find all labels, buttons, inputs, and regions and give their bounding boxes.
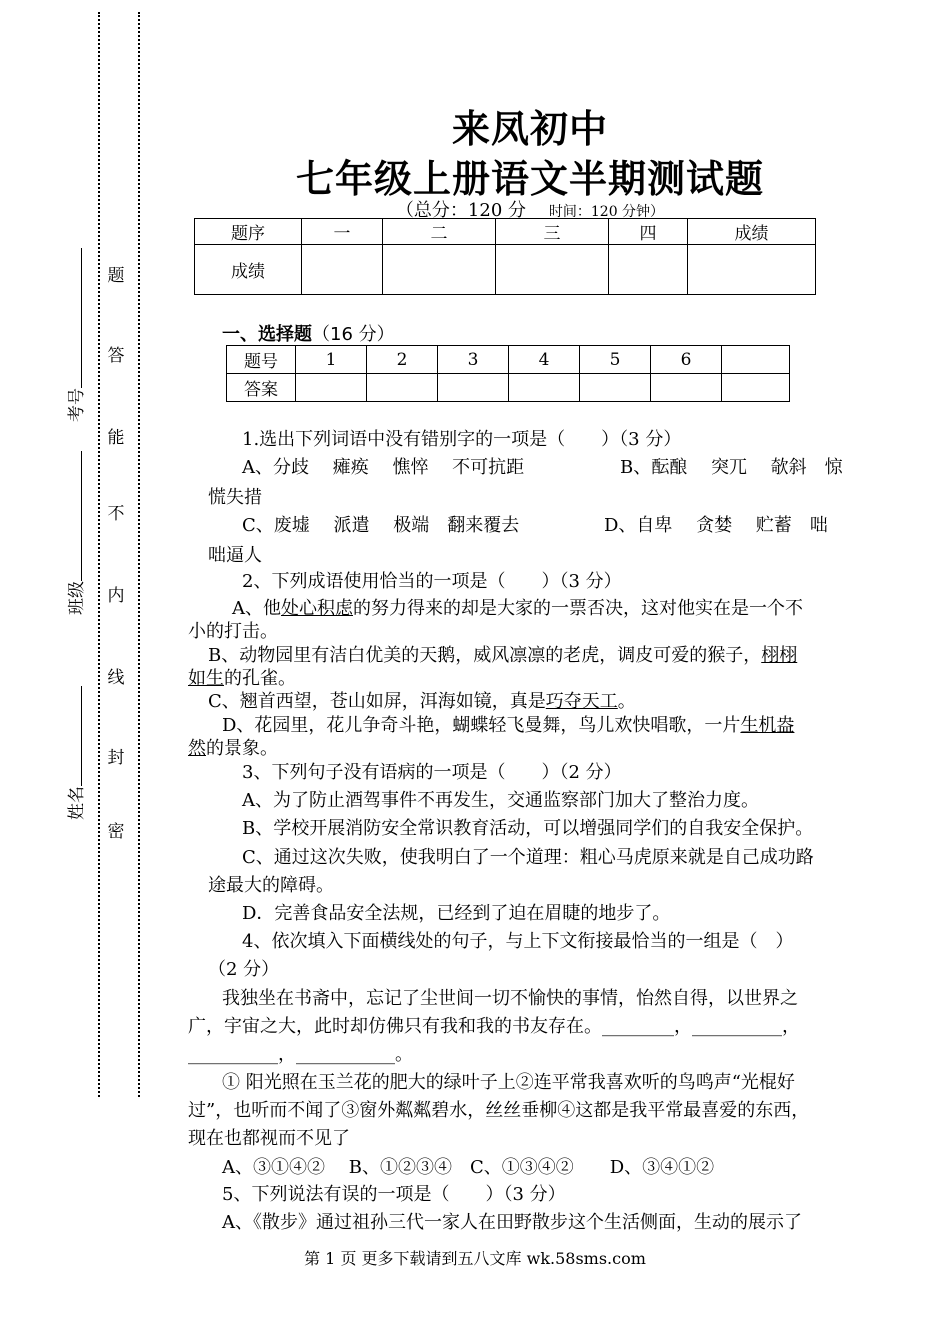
- score-cell[interactable]: [302, 245, 383, 295]
- score-cell[interactable]: [496, 245, 609, 295]
- q2-option-b-cont: 如生的孔雀。: [188, 668, 296, 689]
- answer-table: [226, 345, 790, 402]
- seal-char-2: 封: [107, 748, 125, 768]
- answer-header-cell: 题号: [227, 346, 296, 374]
- q4-passage-3: __________，___________。: [188, 1044, 413, 1065]
- score-header-cell: 一: [302, 219, 383, 245]
- q2-option-d-cont: 然的景象。: [188, 738, 278, 759]
- answer-header-cell: 5: [580, 346, 651, 374]
- question-3: 3、下列句子没有语病的一项是（ ）（2 分）: [242, 762, 622, 783]
- class-label: 班级: [62, 451, 87, 615]
- school-title: 来凤初中: [451, 107, 608, 151]
- answer-cell[interactable]: [367, 374, 438, 402]
- q5-option-a: A、《散步》通过祖孙三代一家人在田野散步这个生活侧面，生动的展示了: [222, 1212, 802, 1233]
- exam-number-label: 考号: [62, 248, 87, 422]
- seal-char-8: 题: [107, 266, 125, 286]
- q2-option-a-cont: 小的打击。: [188, 621, 278, 642]
- answer-cell[interactable]: [296, 374, 367, 402]
- seal-char-4: 内: [107, 586, 125, 606]
- score-header-cell: 二: [383, 219, 496, 245]
- q4-passage-2: 广，宇宙之大，此时却仿佛只有我和我的书友存在。________，__________，: [188, 1016, 800, 1037]
- exam-title: 七年级上册语文半期测试题: [295, 157, 764, 201]
- name-label: 姓名: [62, 686, 87, 820]
- q1-option-c: C、废墟 派遣 极端 翻来覆去: [242, 515, 520, 536]
- answer-cell[interactable]: [438, 374, 509, 402]
- question-4: 4、依次填入下面横线处的句子，与上下文衔接最恰当的一组是（ ）: [242, 931, 794, 952]
- answer-header-cell: 4: [509, 346, 580, 374]
- answer-header-cell: 3: [438, 346, 509, 374]
- answer-header-cell: 2: [367, 346, 438, 374]
- total-score: （总分：120 分: [395, 200, 526, 221]
- q4-options-2: 过”，也听而不闻了③窗外粼粼碧水，丝丝垂柳④这都是我平常最喜爱的东西，: [188, 1100, 810, 1121]
- seal-char-6: 能: [107, 428, 125, 448]
- score-cell[interactable]: [688, 245, 816, 295]
- answer-cell[interactable]: [580, 374, 651, 402]
- q3-option-a: A、为了防止酒驾事件不再发生，交通监察部门加大了整治力度。: [242, 790, 759, 811]
- answer-header-cell: 6: [651, 346, 722, 374]
- q3-option-c-cont: 途最大的障碍。: [208, 875, 334, 896]
- q3-option-b: B、学校开展消防安全常识教育活动，可以增强同学们的自我安全保护。: [242, 818, 814, 839]
- question-1: 1.选出下列词语中没有错别字的一项是（ ）（3 分）: [242, 429, 682, 450]
- q2-option-a: A、他处心积虑的努力得来的却是大家的一票否决，这对他实在是一个不: [232, 598, 803, 619]
- q4-answers: A、③①④② B、①②③④ C、①③④② D、③④①②: [222, 1157, 715, 1178]
- q4-options-1: ① 阳光照在玉兰花的肥大的绿叶子上②连平常我喜欢听的鸟鸣声“光棍好: [222, 1072, 795, 1093]
- answer-row-label: 答案: [227, 374, 296, 402]
- seal-char-5: 不: [107, 504, 125, 524]
- answer-cell[interactable]: [509, 374, 580, 402]
- q1-option-d: D、自卑 贪婪 贮蓄 咄: [604, 515, 828, 536]
- score-row-label: 成绩: [195, 245, 302, 295]
- answer-cell[interactable]: [722, 374, 790, 402]
- q1-option-a: A、分歧 瘫痪 憔悴 不可抗距: [242, 457, 525, 478]
- q1-option-b-cont: 慌失措: [208, 487, 262, 508]
- answer-header-cell: [722, 346, 790, 374]
- q1-option-b: B、酝酿 突兀 欹斜 惊: [620, 457, 843, 478]
- page-footer: 第 1 页 更多下载请到五八文库 wk.58sms.com: [304, 1249, 646, 1268]
- score-header-cell: 三: [496, 219, 609, 245]
- seal-char-7: 答: [107, 346, 125, 366]
- score-header-cell: 题序: [195, 219, 302, 245]
- score-cell[interactable]: [383, 245, 496, 295]
- q3-option-d: D．完善食品安全法规，已经到了迫在眉睫的地步了。: [242, 903, 671, 924]
- score-cell[interactable]: [609, 245, 688, 295]
- q1-option-d-cont: 咄逼人: [208, 545, 262, 566]
- q4-passage-1: 我独坐在书斋中，忘记了尘世间一切不愉快的事情，怡然自得，以世界之: [222, 988, 798, 1009]
- score-table: [194, 218, 816, 295]
- section-heading: 一、选择题（16 分）: [222, 324, 395, 345]
- q4-options-3: 现在也都视而不见了: [188, 1128, 350, 1149]
- q2-option-d: D、花园里，花儿争奇斗艳，蝴蝶轻飞曼舞，鸟儿欢快唱歌，一片生机盎: [222, 715, 795, 736]
- q2-option-c: C、翘首西望，苍山如屏，洱海如镜，真是巧夺天工。: [208, 691, 636, 712]
- q4-points: （2 分）: [208, 959, 280, 980]
- score-header-cell: 四: [609, 219, 688, 245]
- answer-header-cell: 1: [296, 346, 367, 374]
- time-limit: 时间：120 分钟）: [548, 204, 665, 220]
- q3-option-c: C、通过这次失败，使我明白了一个道理：粗心马虎原来就是自己成功路: [242, 847, 814, 868]
- q2-option-b: B、动物园里有洁白优美的天鹅，威风凛凛的老虎，调皮可爱的猴子，栩栩: [208, 645, 798, 666]
- seal-char-1: 密: [107, 822, 125, 842]
- score-header-cell: 成绩: [688, 219, 816, 245]
- answer-cell[interactable]: [651, 374, 722, 402]
- question-5: 5、下列说法有误的一项是（ ）（3 分）: [222, 1184, 566, 1205]
- question-2: 2、下列成语使用恰当的一项是（ ）（3 分）: [242, 571, 622, 592]
- seal-char-3: 线: [107, 668, 125, 688]
